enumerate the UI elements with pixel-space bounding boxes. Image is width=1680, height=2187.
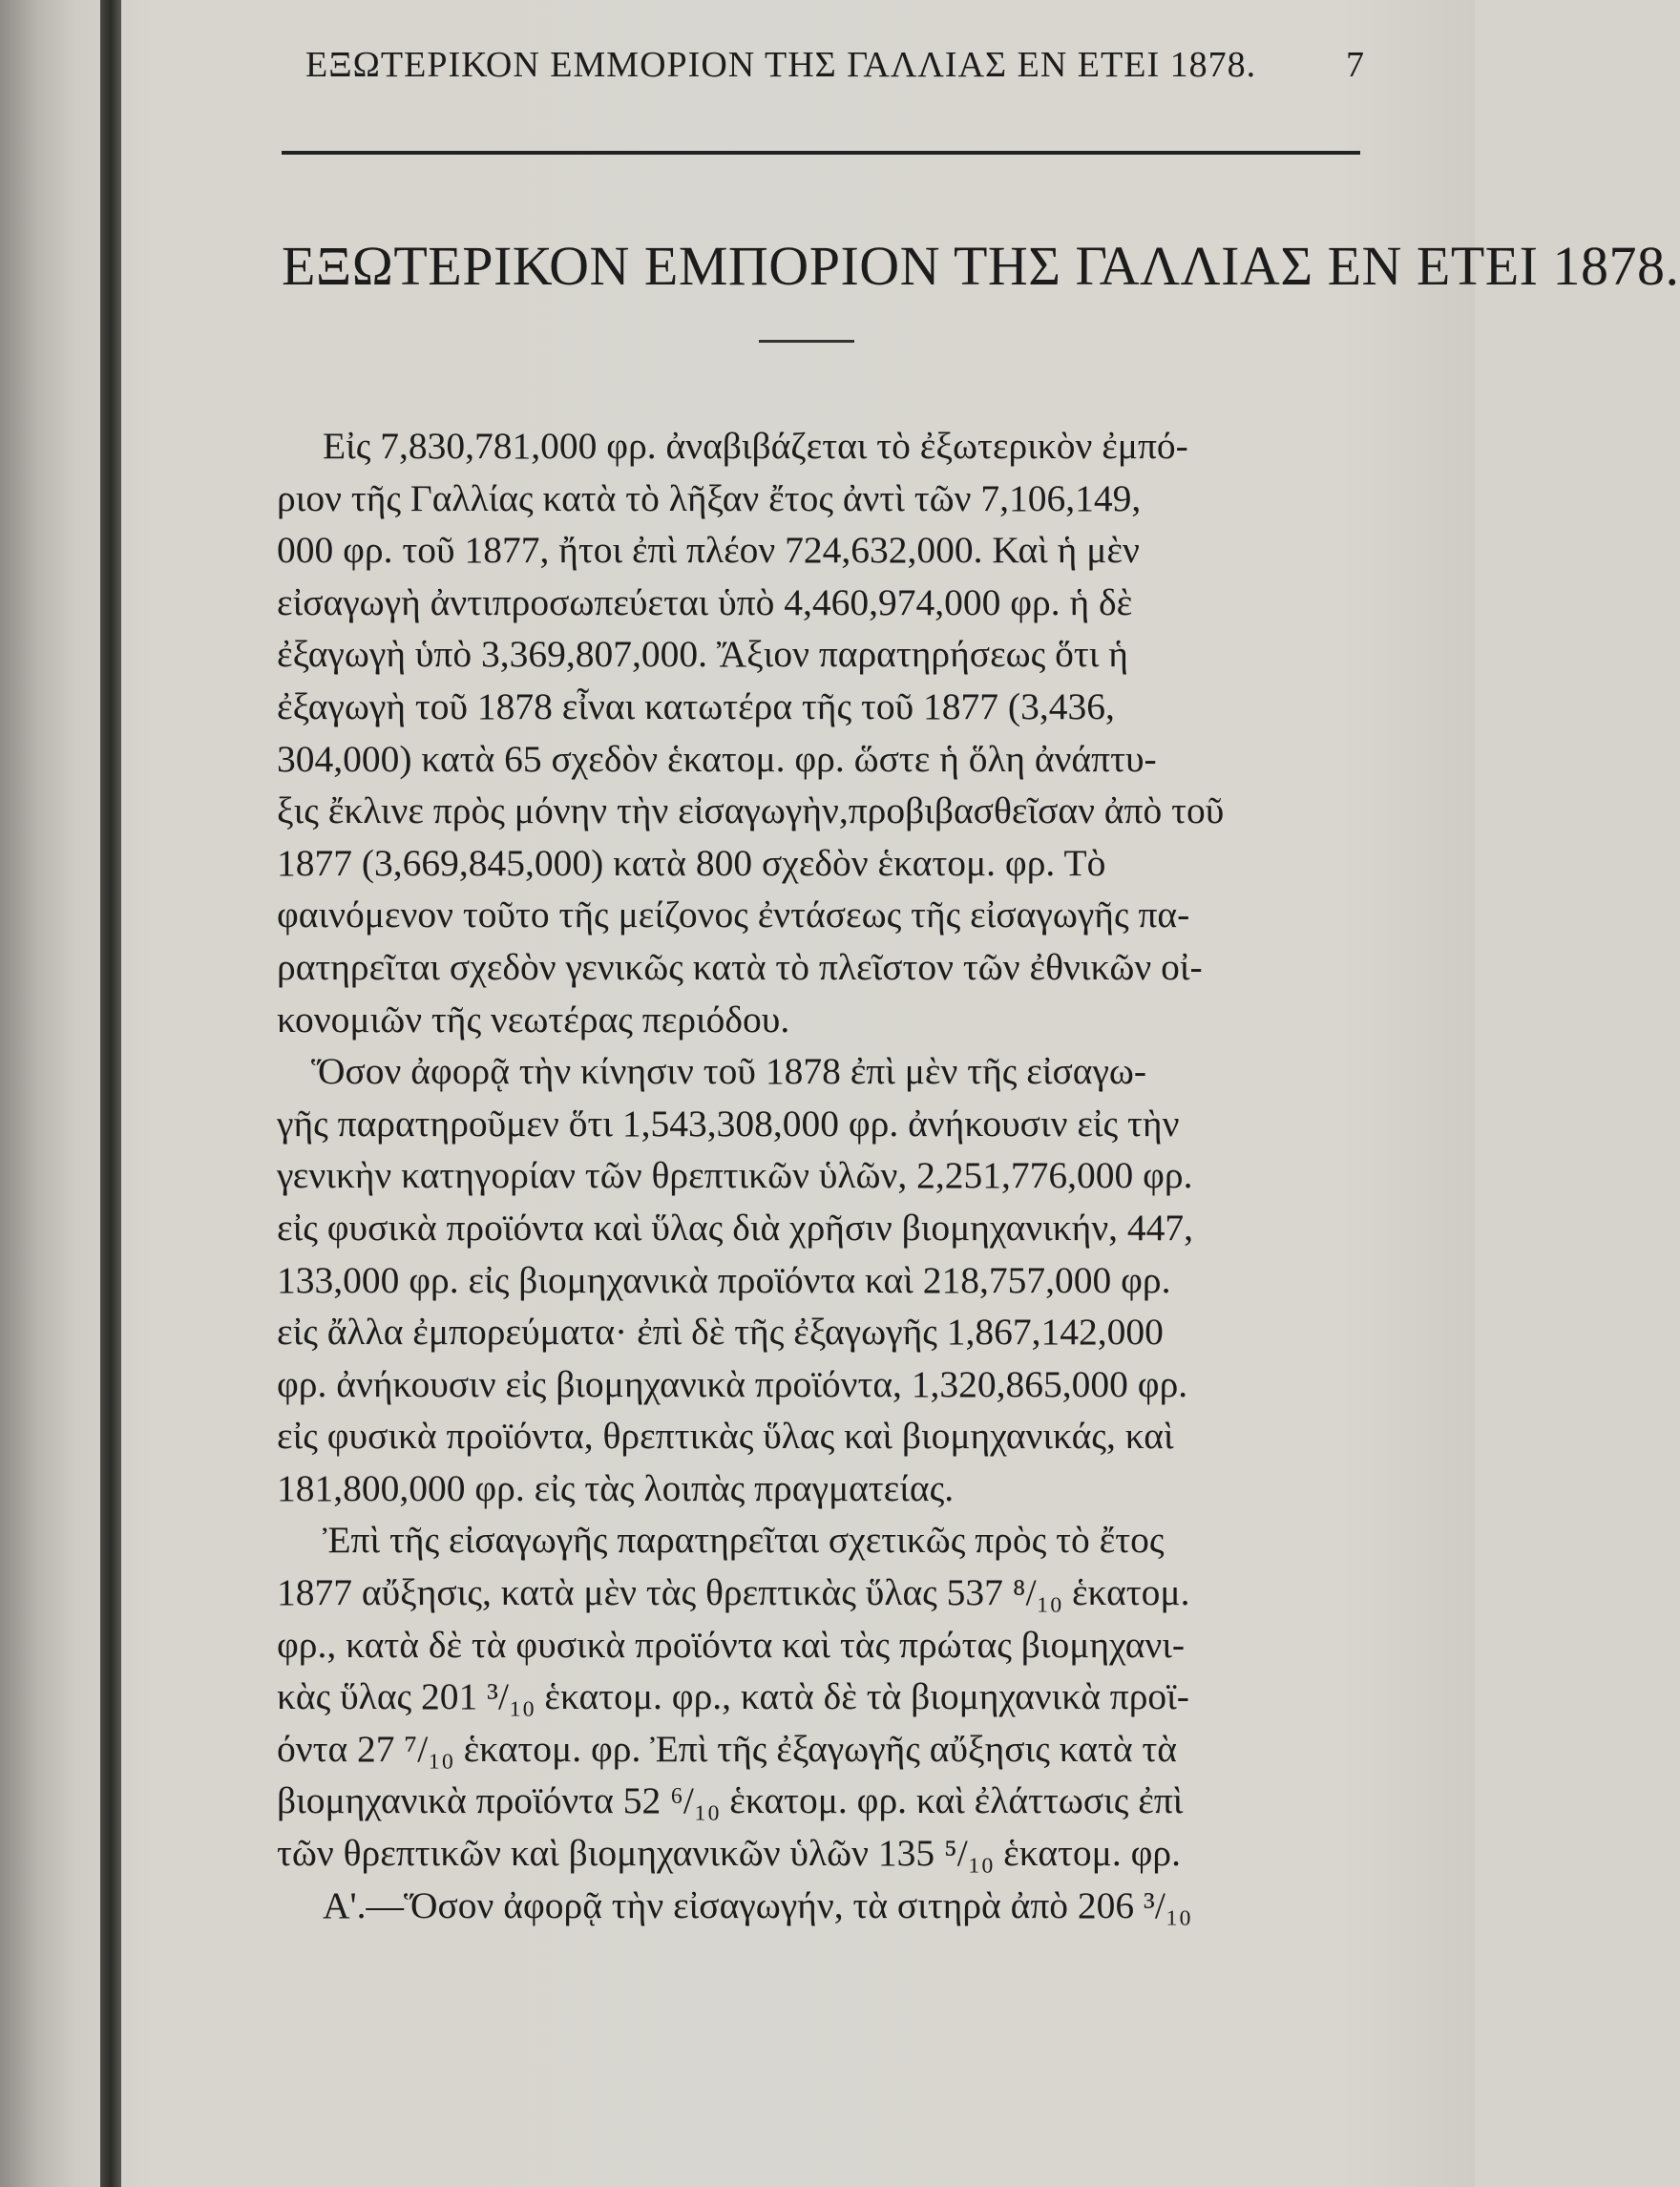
text-line: βιομηχανικὰ προϊόντα 52 ⁶/₁₀ ἑκατομ. φρ. καὶ ἐλάττωσις ἐπὶ [277,1779,1184,1822]
text-line: Α'.—Ὅσον ἀφορᾷ τὴν εἰσαγωγήν, τὰ σιτηρὰ ἀπὸ 206 ³/₁₀ [323,1883,1192,1926]
text-line: γῆς παρατηροῦμεν ὅτι 1,543,308,000 φρ. ἀνήκουσιν εἰς τὴν [277,1102,1180,1145]
title-rule [759,340,854,343]
text-line: 181,800,000 φρ. εἰς τὰς λοιπὰς πραγματείας. [277,1466,955,1509]
text-line: φαινόμενον τοῦτο τῆς μείζονος ἐντάσεως τῆς εἰσαγωγῆς πα- [277,894,1190,936]
running-head-title: ΕΞΩΤΕΡΙΚΟΝ ΕΜΜΟΡΙΟΝ ΤΗΣ ΓΑΛΛΙΑΣ ΕΝ ΕΤΕΙ 1878. [305,45,1257,85]
text-line: φρ., κατὰ δὲ τὰ φυσικὰ προϊόντα καὶ τὰς πρώτας βιομηχανι- [277,1623,1186,1666]
text-line: κονομιῶν τῆς νεωτέρας περιόδου. [277,998,790,1041]
running-head [305,44,1365,86]
text-line: 1877 αὔξησις, κατὰ μὲν τὰς θρεπτικὰς ὕλας 537 ⁸/₁₀ ἑκατομ. [277,1571,1190,1614]
text-line: Ἐπὶ τῆς εἰσαγωγῆς παρατηρεῖται σχετικῶς πρὸς τὸ ἔτος [323,1519,1165,1562]
article-body [277,420,1365,1931]
text-line: ριον τῆς Γαλλίας κατὰ τὸ λῆξαν ἔτος ἀντὶ τῶν 7,106,149, [277,476,1142,519]
text-line: 000 φρ. τοῦ 1877, ἤτοι ἐπὶ πλέον 724,632,000. Καὶ ἡ μὲν [277,529,1140,572]
text-line: ἐξαγωγὴ τοῦ 1878 εἶναι κατωτέρα τῆς τοῦ 1877 (3,436, [277,684,1115,727]
text-line: όντα 27 ⁷/₁₀ ἑκατομ. φρ. Ἐπὶ τῆς ἐξαγωγῆς αὔξησις κατὰ τὰ [277,1727,1178,1770]
text-line: τῶν θρεπτικῶν καὶ βιομηχανικῶν ὑλῶν 135 ⁵/₁₀ ἑκατομ. φρ. [277,1832,1181,1875]
text-line: γενικὴν κατηγορίαν τῶν θρεπτικῶν ὑλῶν, 2,251,776,000 φρ. [277,1154,1193,1197]
text-line: ἐξαγωγὴ ὑπὸ 3,369,807,000. Ἄξιον παρατηρήσεως ὅτι ἡ [277,633,1128,676]
text-line: 1877 (3,669,845,000) κατὰ 800 σχεδὸν ἑκατομ. φρ. Τὸ [277,841,1106,884]
text-line: εἰς ἄλλα ἐμπορεύματα· ἐπὶ δὲ τῆς ἐξαγωγῆς 1,867,142,000 [277,1311,1164,1354]
binding-edge [100,0,121,2187]
text-line: ρατηρεῖται σχεδὸν γενικῶς κατὰ τὸ πλεῖστον τῶν ἐθνικῶν οἰ- [277,945,1203,988]
text-line: εἰς φυσικὰ προϊόντα, θρεπτικὰς ὕλας καὶ βιομηχανικάς, καὶ [277,1415,1174,1458]
text-line: Εἰς 7,830,781,000 φρ. ἀναβιβάζεται τὸ ἐξωτερικὸν ἐμπό- [323,425,1188,467]
page-number: 7 [1346,45,1365,85]
text-line: φρ. ἀνήκουσιν εἰς βιομηχανικὰ προϊόντα, 1,320,865,000 φρ. [277,1362,1188,1405]
header-rule [282,151,1360,155]
text-line: κὰς ὕλας 201 ³/₁₀ ἑκατομ. φρ., κατὰ δὲ τὰ βιομηχανικὰ προϊ- [277,1675,1189,1718]
text-line: εἰσαγωγὴ ἀντιπροσωπεύεται ὑπὸ 4,460,974,000 φρ. ἡ δὲ [277,580,1133,623]
text-line: εἰς φυσικὰ προϊόντα καὶ ὕλας διὰ χρῆσιν βιομηχανικήν, 447, [277,1206,1194,1249]
text-line: 304,000) κατὰ 65 σχεδὸν ἑκατομ. φρ. ὥστε ἡ ὅλη ἀνάπτυ- [277,737,1157,780]
text-line: 133,000 φρ. εἰς βιομηχανικὰ προϊόντα καὶ 218,757,000 φρ. [277,1258,1171,1301]
text-line: Ὅσον ἀφορᾷ τὴν κίνησιν τοῦ 1878 ἐπὶ μὲν τῆς εἰσαγω- [311,1050,1147,1093]
text-line: ξις ἔκλινε πρὸς μόνην τὴν εἰσαγωγὴν,προβιβασθεῖσαν ἀπὸ τοῦ [277,789,1225,832]
article-title: ΕΞΩΤΕΡΙΚΟΝ ΕΜΠΟΡΙΟΝ ΤΗΣ ΓΑΛΛΙΑΣ ΕΝ ΕΤΕΙ 1878. [282,235,1680,297]
